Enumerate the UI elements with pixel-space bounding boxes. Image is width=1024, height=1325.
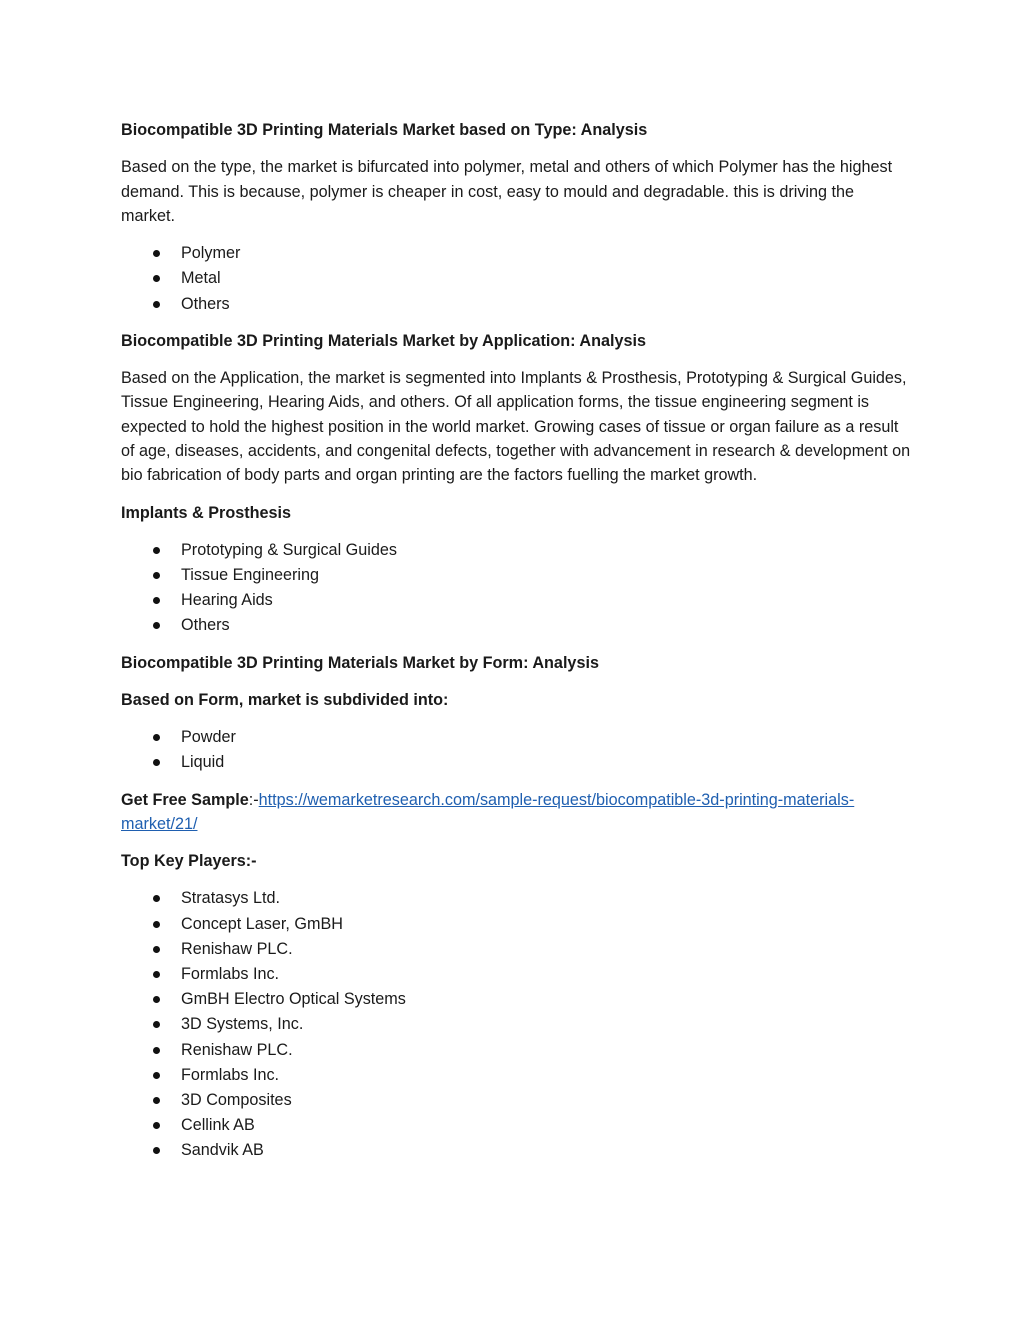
application-list [121, 538, 911, 639]
bullet-icon [153, 759, 160, 766]
bullet-icon [153, 1147, 160, 1154]
list-item-label: Hearing Aids [181, 591, 273, 610]
type-heading: Biocompatible 3D Printing Materials Market based on Type: Analysis [121, 121, 648, 139]
players-list [121, 886, 911, 1163]
list-item [121, 1138, 911, 1163]
list-item [121, 912, 911, 937]
list-item-label: Renishaw PLC. [181, 1040, 293, 1059]
players-heading: Top Key Players:- [121, 852, 257, 871]
bullet-icon [153, 250, 160, 257]
list-item-label: Powder [181, 728, 236, 747]
application-heading: Biocompatible 3D Printing Materials Market by Application: Analysis [121, 331, 647, 350]
sample-request-link[interactable]: https://wemarketresearch.com/sample-request/biocompatible-3d-printing-materials-market/21/ [121, 790, 855, 833]
list-item-label: Stratasys Ltd. [181, 889, 280, 908]
bullet-icon [153, 921, 160, 928]
bullet-icon [153, 971, 160, 978]
implants-subheading: Implants & Prosthesis [121, 503, 292, 522]
list-item-label: Concept Laser, GmBH [181, 914, 343, 933]
list-item-label: Formlabs Inc. [181, 965, 280, 983]
list-item-label: Metal [181, 269, 221, 288]
bullet-icon [153, 1122, 160, 1129]
list-item-label: Prototyping & Surgical Guides [181, 540, 397, 559]
bullet-icon [153, 1072, 160, 1079]
form-heading: Biocompatible 3D Printing Materials Market by Form: Analysis [121, 653, 599, 672]
list-item [121, 987, 911, 1012]
bullet-icon [153, 996, 160, 1003]
list-item [121, 266, 911, 291]
list-item-label: GmBH Electro Optical Systems [181, 990, 406, 1009]
list-item-label: Liquid [181, 753, 225, 772]
list-item [121, 886, 911, 911]
list-item [121, 613, 911, 638]
list-item-label: Tissue Engineering [181, 566, 319, 585]
form-list [121, 725, 911, 775]
form-subheading: Based on Form, market is subdivided into: [121, 690, 449, 709]
bullet-icon [153, 1097, 160, 1104]
application-paragraph: Based on the Application, the market is segmented into Implants & Prosthesis, Prototyping & Surgical Guides, Tissue Engineering, Hearing Aids, and others. Of all application forms, the tissue engineering segment is expected to hold the highest position in the world market. Growing cases of tissue or organ failure as a result of age, diseases, accidents, and congenital defects, together with advancement in research & development on bio fabrication of body parts and organ printing are the factors fuelling the market growth. [121, 369, 911, 485]
list-item-label: Cellink AB [181, 1116, 255, 1135]
list-item [121, 1113, 911, 1138]
list-item [121, 1012, 911, 1037]
bullet-icon [153, 597, 160, 604]
list-item-label: Polymer [181, 244, 241, 263]
bullet-icon [153, 572, 160, 579]
list-item [121, 937, 911, 962]
list-item [121, 241, 911, 266]
bullet-icon [153, 946, 160, 953]
list-item-label: Renishaw PLC. [181, 939, 293, 958]
list-item [121, 750, 911, 775]
list-item [121, 588, 911, 613]
sample-separator: :- [248, 790, 259, 809]
bullet-icon [153, 895, 160, 902]
list-item-label: 3D Systems, Inc. [181, 1015, 304, 1034]
bullet-icon [153, 275, 160, 282]
bullet-icon [153, 547, 160, 554]
list-item [121, 292, 911, 317]
bullet-icon [153, 301, 160, 308]
list-item [121, 538, 911, 563]
list-item-label: 3D Composites [181, 1090, 292, 1109]
type-paragraph: Based on the type, the market is bifurcated into polymer, metal and others of which Polymer has the highest demand. This is because, polymer is cheaper in cost, easy to mould and degradable. this is driving the market. [121, 158, 893, 225]
bullet-icon [153, 1047, 160, 1054]
bullet-icon [153, 1021, 160, 1028]
list-item-label: Others [181, 616, 230, 635]
list-item [121, 725, 911, 750]
list-item [121, 563, 911, 588]
list-item [121, 1038, 911, 1063]
list-item [121, 1088, 911, 1113]
list-item [121, 1063, 911, 1088]
type-list [121, 241, 911, 317]
bullet-icon [153, 734, 160, 741]
list-item [121, 962, 911, 987]
list-item-label: Others [181, 294, 230, 313]
document-page [121, 118, 911, 1176]
sample-line [121, 788, 911, 837]
list-item-label: Sandvik AB [181, 1141, 264, 1160]
list-item-label: Formlabs Inc. [181, 1065, 280, 1084]
sample-label: Get Free Sample [121, 790, 249, 809]
bullet-icon [153, 622, 160, 629]
